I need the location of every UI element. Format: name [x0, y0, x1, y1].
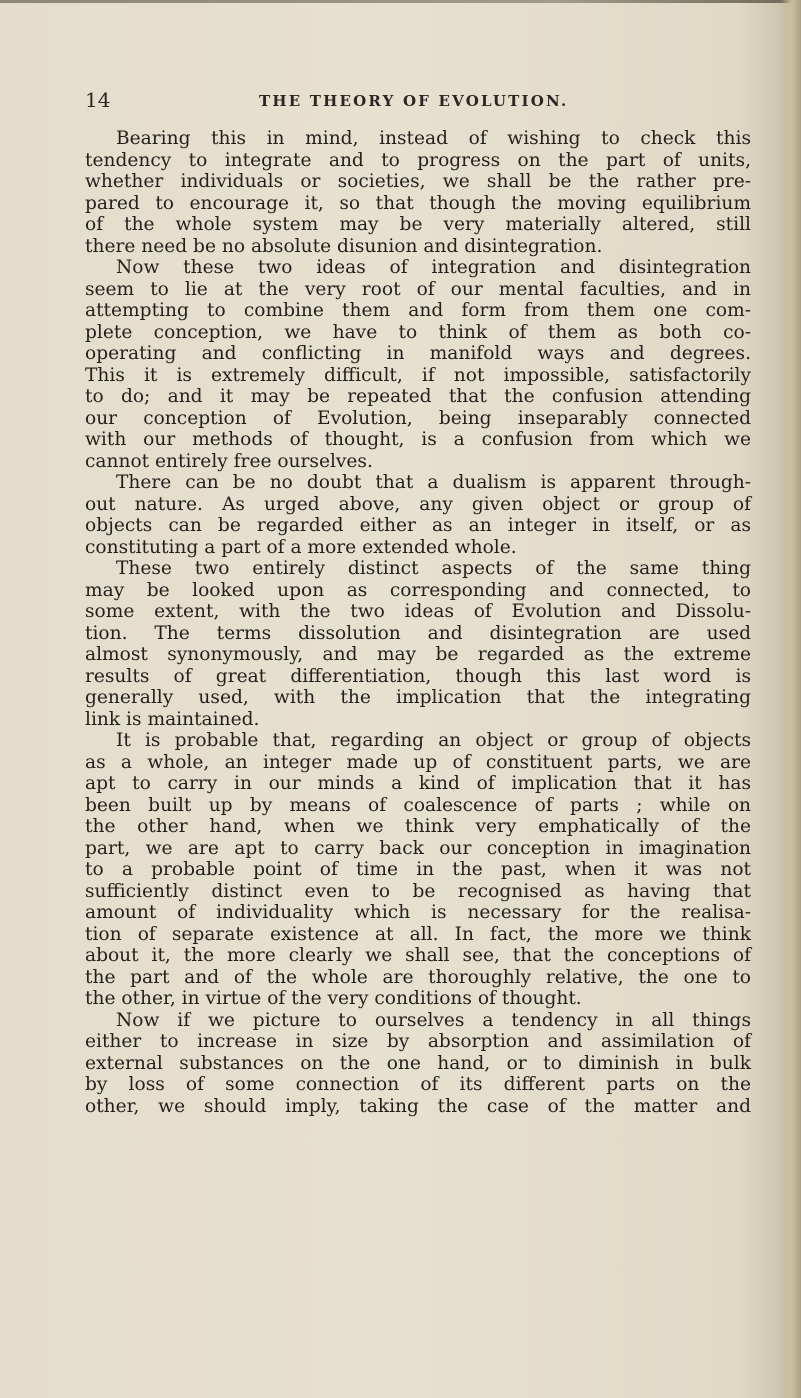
text-line: to do; and it may be repeated that the confusion attending [85, 386, 751, 407]
text-line: either to increase in size by absorption and assimilation of [85, 1031, 751, 1052]
text-line: there need be no absolute disunion and disintegration. [85, 235, 603, 257]
top-edge-rule [0, 0, 801, 3]
text-line: of the whole system may be very materially altered, still [85, 214, 751, 235]
body-text [85, 128, 751, 1117]
text-line: attempting to combine them and form from them one com- [85, 300, 751, 321]
text-line: sufficiently distinct even to be recognised as having that [85, 880, 751, 902]
text-line: This it is extremely difficult, if not impossible, satisfactorily [85, 364, 751, 386]
text-line: tendency to integrate and to progress on the part of units, [85, 149, 751, 171]
text-line: plete conception, we have to think of them as both co- [85, 321, 751, 343]
text-line: Now if we picture to ourselves a tendency in all things [116, 1009, 751, 1031]
text-line: whether individuals or societies, we shall be the rather pre- [85, 171, 751, 192]
text-line: almost synonymously, and may be regarded as the extreme [85, 644, 751, 665]
text-line: our conception of Evolution, being inseparably connected [85, 407, 751, 429]
text-line: amount of individuality which is necessary for the realisa- [85, 902, 751, 923]
text-line: the other, in virtue of the very conditions of thought. [85, 988, 582, 1009]
page-edge-shadow [781, 0, 801, 1398]
text-line: operating and conflicting in manifold ways and degrees. [85, 343, 751, 364]
text-line: These two entirely distinct aspects of the same thing [116, 558, 751, 579]
text-line: out nature. As urged above, any given object or group of [85, 493, 751, 515]
page-header [85, 88, 745, 118]
text-line: apt to carry in our minds a kind of implication that it has [85, 773, 751, 794]
text-line: as a whole, an integer made up of constituent parts, we are [85, 751, 751, 773]
text-line: Now these two ideas of integration and disintegration [116, 257, 751, 278]
text-line: pared to encourage it, so that though the moving equilibrium [85, 192, 751, 214]
text-line: seem to lie at the very root of our mental faculties, and in [85, 278, 751, 300]
text-line: results of great differentiation, though this last word is [85, 665, 751, 687]
text-line: been built up by means of coalescence of parts ; while on [85, 794, 751, 816]
text-line: other, we should imply, taking the case of the matter and [85, 1095, 751, 1117]
text-line: cannot entirely free ourselves. [85, 450, 373, 472]
text-line: tion of separate existence at all. In fact, the more we think [85, 923, 751, 945]
text-line: part, we are apt to carry back our conception in imagination [85, 837, 751, 859]
text-line: with our methods of thought, is a confusion from which we [85, 429, 751, 450]
page-number: 14 [85, 88, 111, 112]
text-line: the other hand, when we think very emphatically of the [85, 816, 751, 837]
text-line: some extent, with the two ideas of Evolution and Dissolu- [85, 601, 751, 622]
text-line: the part and of the whole are thoroughly relative, the one to [85, 966, 751, 988]
running-head: THE THEORY OF EVOLUTION. [259, 92, 569, 110]
text-line: objects can be regarded either as an integer in itself, or as [85, 515, 751, 536]
text-line: It is probable that, regarding an object or group of objects [116, 730, 751, 751]
text-line: There can be no doubt that a dualism is apparent through- [116, 472, 751, 493]
text-line: external substances on the one hand, or to diminish in bulk [85, 1052, 751, 1074]
text-line: to a probable point of time in the past, when it was not [85, 859, 751, 880]
text-line: by loss of some connection of its different parts on the [85, 1074, 751, 1095]
text-line: tion. The terms dissolution and disintegration are used [85, 622, 751, 644]
text-line: Bearing this in mind, instead of wishing to check this [116, 128, 751, 149]
text-line: about it, the more clearly we shall see, that the conceptions of [85, 945, 751, 966]
text-line: may be looked upon as corresponding and connected, to [85, 579, 751, 601]
text-line: constituting a part of a more extended whole. [85, 536, 517, 558]
text-line: generally used, with the implication that the integrating [85, 687, 751, 708]
text-line: link is maintained. [85, 708, 260, 730]
